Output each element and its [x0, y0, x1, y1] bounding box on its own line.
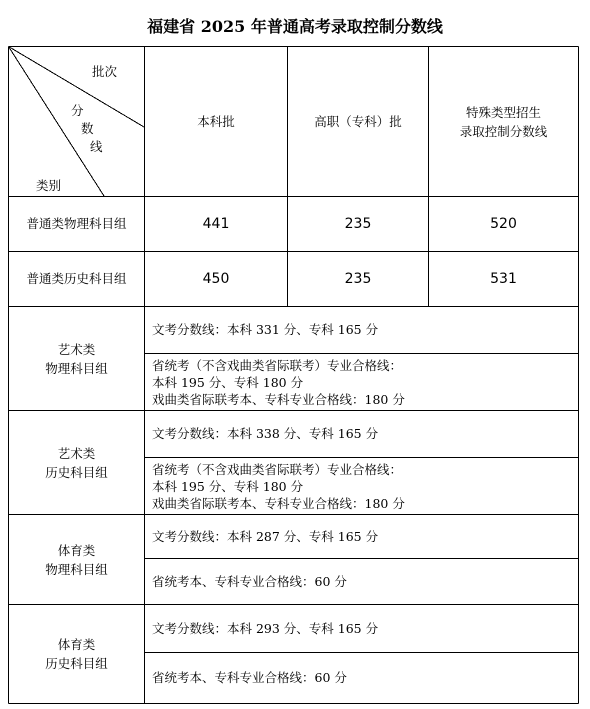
corner-label-score: [90, 139, 103, 155]
professional-score-line: 省统考（不含戏曲类省际联考）专业合格线：: [152, 461, 403, 477]
group-label-line: 体育类: [57, 637, 96, 652]
column-header-vocational: 高职（专科）批: [314, 113, 402, 129]
group-label-art-physics: [9, 307, 144, 410]
culture-score-art-physics: [145, 307, 578, 353]
score-physics-vocational: 235: [344, 216, 372, 232]
professional-score-line: 本科 195 分、专科 180 分: [152, 374, 304, 390]
group-label-line: 历史科目组: [45, 464, 108, 480]
culture-score-sports-history: [145, 605, 578, 652]
professional-score-line: 省统考（不含戏曲类省际联考）专业合格线：: [152, 357, 403, 373]
group-label-sports-physics: [9, 515, 144, 604]
group-label-line: 物理科目组: [45, 561, 108, 577]
culture-score-sports-physics: [145, 515, 578, 558]
group-label-line: 物理科目组: [45, 360, 108, 376]
corner-label-score-char: 分: [71, 103, 84, 118]
corner-label-score: [71, 103, 84, 119]
culture-score-art-history: [145, 411, 578, 457]
score-physics-special: 520: [490, 216, 517, 232]
column-header-undergraduate: 本科批: [197, 113, 235, 129]
column-header-special-line: 录取控制分数线: [459, 123, 548, 139]
score-history-vocational: 235: [344, 271, 372, 287]
score-history-undergraduate: 450: [202, 271, 230, 287]
group-label-art-history: [9, 411, 144, 514]
group-label-line: 艺术类: [57, 445, 96, 461]
group-label-line: 历史科目组: [45, 656, 108, 671]
corner-label-score-char: 线: [90, 139, 103, 154]
professional-score-line: 省统考本、专科专业合格线：60 分: [152, 573, 347, 589]
column-header-special: [429, 47, 578, 196]
page-title: 福建省 2025 年普通高考录取控制分数线: [147, 17, 443, 36]
corner-label-score: [81, 121, 94, 137]
professional-score-line: 戏曲类省际联考本、专科专业合格线：180 分: [152, 495, 405, 511]
score-physics-undergraduate: 441: [202, 216, 230, 232]
row-label-physics: 普通类物理科目组: [26, 216, 127, 231]
professional-score-art-physics: [145, 354, 578, 410]
group-label-line: 体育类: [57, 542, 96, 558]
professional-score-line: 本科 195 分、专科 180 分: [152, 478, 304, 494]
row-label-history: 普通类历史科目组: [26, 271, 127, 286]
culture-score-text: 文考分数线：本科 331 分、专科 165 分: [152, 322, 379, 337]
culture-score-text: 文考分数线：本科 338 分、专科 165 分: [152, 426, 379, 441]
professional-score-line: 戏曲类省际联考本、专科专业合格线：180 分: [152, 391, 405, 407]
corner-label-category: 类别: [36, 178, 62, 193]
culture-score-text: 文考分数线：本科 293 分、专科 165 分: [152, 620, 379, 636]
column-header-special-line: 特殊类型招生: [465, 104, 541, 120]
group-label-sports-history: [9, 605, 144, 703]
group-label-line: 艺术类: [57, 341, 96, 357]
professional-score-art-history: [145, 458, 578, 514]
score-history-special: 531: [490, 271, 517, 287]
corner-label-batch: 批次: [92, 64, 118, 79]
professional-score-sports-history: [145, 653, 578, 703]
culture-score-text: 文考分数线：本科 287 分、专科 165 分: [152, 528, 379, 544]
corner-label-score-char: 数: [81, 121, 94, 136]
professional-score-sports-physics: [145, 559, 578, 604]
professional-score-line: 省统考本、专科专业合格线：60 分: [152, 670, 347, 685]
